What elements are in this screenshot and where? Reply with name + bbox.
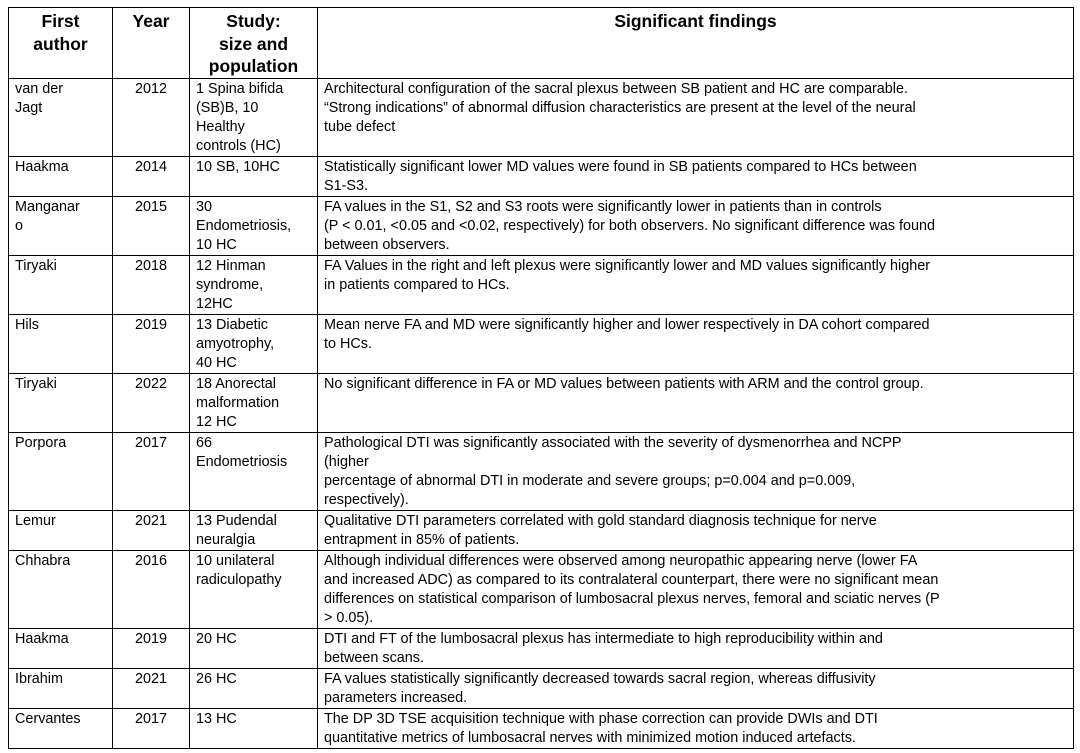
cell-author: Chhabra xyxy=(9,550,113,628)
table-row xyxy=(9,78,1074,156)
table-row xyxy=(9,255,1074,314)
table-row xyxy=(9,628,1074,668)
studies-table xyxy=(8,7,1074,749)
cell-study: 30 Endometriosis, 10 HC xyxy=(190,196,318,255)
cell-findings: FA Values in the right and left plexus were significantly lower and MD values significantly higher in patients compared to HCs. xyxy=(318,255,1074,314)
cell-findings: Pathological DTI was significantly associated with the severity of dysmenorrhea and NCPP (higher percentage of abnormal DTI in moderate and severe groups; p=0.004 and p=0.009, respectively). xyxy=(318,432,1074,510)
cell-year: 2022 xyxy=(113,373,190,432)
cell-year: 2019 xyxy=(113,628,190,668)
table-row xyxy=(9,668,1074,708)
cell-author: Haakma xyxy=(9,628,113,668)
cell-study: 66 Endometriosis xyxy=(190,432,318,510)
table-row xyxy=(9,432,1074,510)
table-row xyxy=(9,373,1074,432)
cell-author: Manganar o xyxy=(9,196,113,255)
table-row xyxy=(9,156,1074,196)
cell-year: 2016 xyxy=(113,550,190,628)
cell-findings: DTI and FT of the lumbosacral plexus has intermediate to high reproducibility within and between scans. xyxy=(318,628,1074,668)
cell-study: 26 HC xyxy=(190,668,318,708)
cell-author: Ibrahim xyxy=(9,668,113,708)
cell-study: 13 HC xyxy=(190,708,318,748)
cell-year: 2014 xyxy=(113,156,190,196)
cell-findings: Architectural configuration of the sacral plexus between SB patient and HC are comparable. “Strong indications” of abnormal diffusion characteristics are present at the level of the neural tube defect xyxy=(318,78,1074,156)
header-first-author: First author xyxy=(9,8,113,79)
table-row xyxy=(9,314,1074,373)
cell-author: Haakma xyxy=(9,156,113,196)
cell-year: 2015 xyxy=(113,196,190,255)
header-study: Study: size and population xyxy=(190,8,318,79)
cell-author: Lemur xyxy=(9,510,113,550)
cell-study: 13 Pudendal neuralgia xyxy=(190,510,318,550)
document-page xyxy=(8,7,1073,749)
table-header-row xyxy=(9,8,1074,79)
cell-study: 20 HC xyxy=(190,628,318,668)
header-significant-findings: Significant findings xyxy=(318,8,1074,79)
cell-findings: Statistically significant lower MD values were found in SB patients compared to HCs between S1-S3. xyxy=(318,156,1074,196)
cell-study: 1 Spina bifida (SB)B, 10 Healthy controls (HC) xyxy=(190,78,318,156)
cell-findings: No significant difference in FA or MD values between patients with ARM and the control group. xyxy=(318,373,1074,432)
cell-year: 2021 xyxy=(113,510,190,550)
cell-author: Porpora xyxy=(9,432,113,510)
table-row xyxy=(9,708,1074,748)
cell-study: 10 unilateral radiculopathy xyxy=(190,550,318,628)
table-row xyxy=(9,196,1074,255)
cell-study: 12 Hinman syndrome, 12HC xyxy=(190,255,318,314)
cell-year: 2018 xyxy=(113,255,190,314)
cell-findings: Although individual differences were observed among neuropathic appearing nerve (lower FA and increased ADC) as compared to its contralateral counterpart, there were no significant mean differences on statistical comparison of lumbosacral plexus nerves, femoral and sciatic nerves (P > 0.05). xyxy=(318,550,1074,628)
cell-findings: FA values in the S1, S2 and S3 roots were significantly lower in patients than in controls (P < 0.01, <0.05 and <0.02, respectively) for both observers. No significant difference was found between observers. xyxy=(318,196,1074,255)
cell-findings: The DP 3D TSE acquisition technique with phase correction can provide DWIs and DTI quantitative metrics of lumbosacral nerves with minimized motion induced artefacts. xyxy=(318,708,1074,748)
cell-year: 2017 xyxy=(113,432,190,510)
cell-study: 13 Diabetic amyotrophy, 40 HC xyxy=(190,314,318,373)
cell-findings: Qualitative DTI parameters correlated with gold standard diagnosis technique for nerve entrapment in 85% of patients. xyxy=(318,510,1074,550)
cell-findings: Mean nerve FA and MD were significantly higher and lower respectively in DA cohort compared to HCs. xyxy=(318,314,1074,373)
table-body xyxy=(9,78,1074,748)
table-row xyxy=(9,550,1074,628)
header-year: Year xyxy=(113,8,190,79)
table-row xyxy=(9,510,1074,550)
cell-year: 2019 xyxy=(113,314,190,373)
cell-year: 2021 xyxy=(113,668,190,708)
cell-author: Cervantes xyxy=(9,708,113,748)
cell-findings: FA values statistically significantly decreased towards sacral region, whereas diffusivity parameters increased. xyxy=(318,668,1074,708)
cell-author: Tiryaki xyxy=(9,255,113,314)
cell-year: 2017 xyxy=(113,708,190,748)
cell-author: Tiryaki xyxy=(9,373,113,432)
cell-author: van der Jagt xyxy=(9,78,113,156)
cell-author: Hils xyxy=(9,314,113,373)
cell-study: 18 Anorectal malformation 12 HC xyxy=(190,373,318,432)
cell-study: 10 SB, 10HC xyxy=(190,156,318,196)
cell-year: 2012 xyxy=(113,78,190,156)
